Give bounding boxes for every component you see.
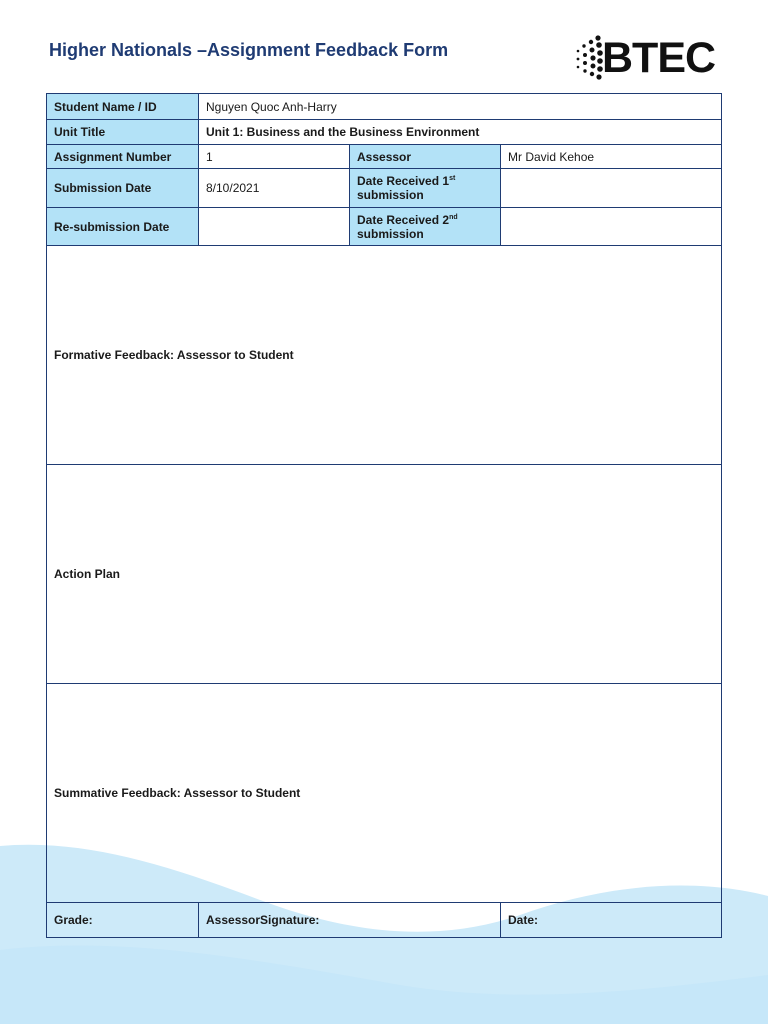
date-received-1-sup: st xyxy=(449,175,456,182)
resubmission-date-label: Re-submission Date xyxy=(47,208,199,246)
grade-field[interactable] xyxy=(47,903,199,938)
date-received-1-label xyxy=(350,169,501,208)
resubmission-date-field[interactable] xyxy=(199,208,350,246)
feedback-form-table xyxy=(46,93,722,938)
student-name-field[interactable]: Nguyen Quoc Anh-Harry xyxy=(199,94,722,120)
row-resubmission-date xyxy=(47,208,722,246)
assessor-label: Assessor xyxy=(350,145,501,169)
page-title: Higher Nationals –Assignment Feedback Form xyxy=(49,40,449,60)
row-unit-title xyxy=(47,120,722,145)
assessor-signature-field[interactable] xyxy=(199,903,501,938)
submission-date-field[interactable]: 8/10/2021 xyxy=(199,169,350,208)
summative-feedback-label: Summative Feedback: Assessor to Student xyxy=(54,786,301,800)
row-grade-signature xyxy=(47,903,722,938)
unit-title-label: Unit Title xyxy=(47,120,199,145)
action-plan-box[interactable] xyxy=(47,465,722,684)
row-formative-feedback xyxy=(47,246,722,465)
grade-label: Grade: xyxy=(54,913,93,927)
logo-wordmark: BTEC xyxy=(602,34,716,82)
row-summative-feedback xyxy=(47,684,722,903)
formative-feedback-box[interactable] xyxy=(47,246,722,465)
row-submission-date xyxy=(47,169,722,208)
date-received-2-suffix: submission xyxy=(357,226,424,241)
row-student-name xyxy=(47,94,722,120)
summative-feedback-box[interactable] xyxy=(47,684,722,903)
assessor-field[interactable]: Mr David Kehoe xyxy=(501,145,722,169)
unit-title-field[interactable]: Unit 1: Business and the Business Environment xyxy=(199,120,722,145)
assessor-signature-label: AssessorSignature: xyxy=(206,913,320,927)
action-plan-label: Action Plan xyxy=(54,567,121,581)
submission-date-label: Submission Date xyxy=(47,169,199,208)
btec-logo xyxy=(574,34,724,82)
date-received-2-text: Date Received 2 xyxy=(357,212,450,227)
row-action-plan xyxy=(47,465,722,684)
date-received-2-field[interactable] xyxy=(501,208,722,246)
date-received-1-text: Date Received 1 xyxy=(357,174,450,188)
date-received-2-sup: nd xyxy=(449,213,458,221)
row-assignment-number xyxy=(47,145,722,169)
date-received-1-suffix: submission xyxy=(357,188,424,202)
date-received-2-label xyxy=(350,208,501,246)
assignment-number-label: Assignment Number xyxy=(47,145,199,169)
assignment-number-field[interactable]: 1 xyxy=(199,145,350,169)
date-received-1-field[interactable] xyxy=(501,169,722,208)
student-name-label: Student Name / ID xyxy=(47,94,199,120)
logo-dots-icon xyxy=(574,34,604,82)
date-field[interactable] xyxy=(501,903,722,938)
formative-feedback-label: Formative Feedback: Assessor to Student xyxy=(54,348,294,362)
date-label: Date: xyxy=(508,913,539,927)
